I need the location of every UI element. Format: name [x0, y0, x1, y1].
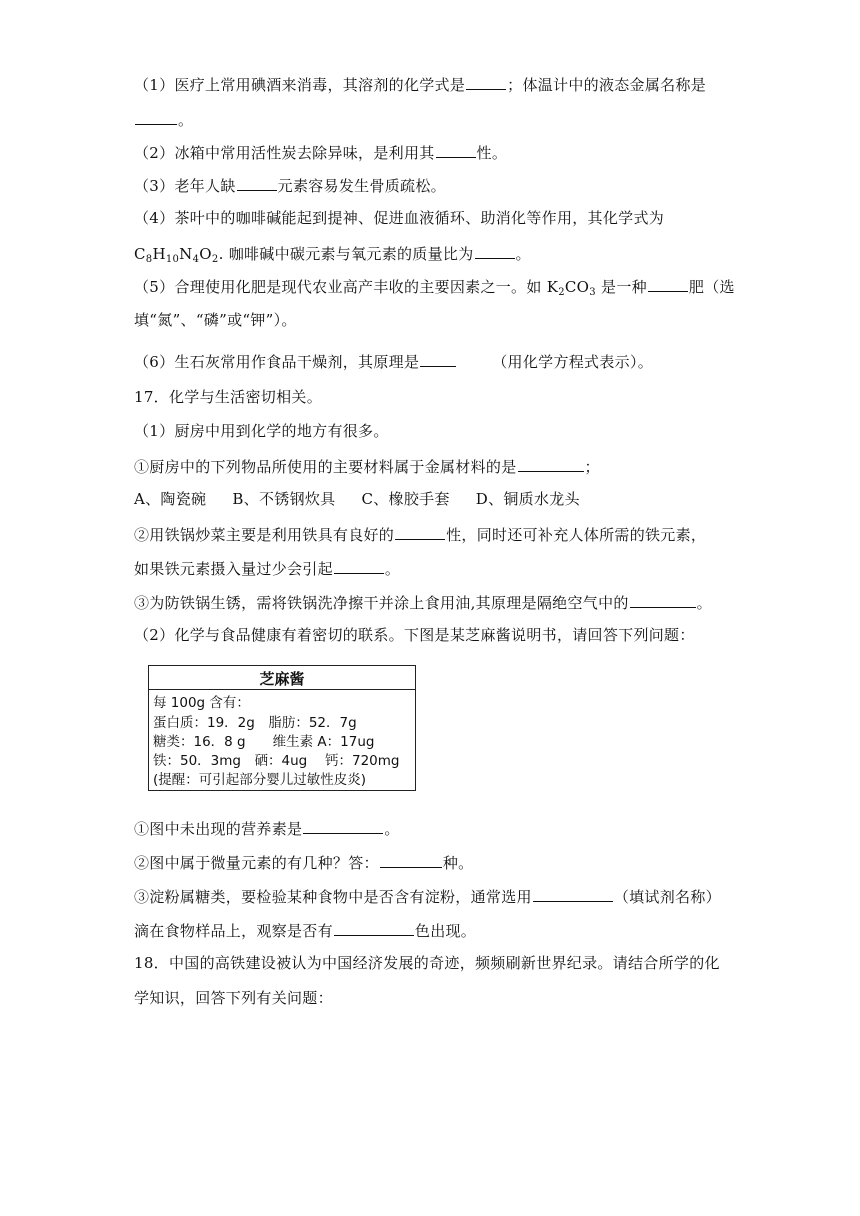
answer-blank[interactable] — [380, 851, 442, 868]
label-divider — [149, 689, 415, 690]
answer-blank[interactable] — [395, 523, 445, 540]
answer-blank[interactable] — [436, 141, 476, 158]
q16-4-end: 。 — [515, 245, 531, 263]
q17-line-12: 滴在食物样品上，观察是否有 色出现。 — [134, 919, 476, 941]
answer-blank[interactable] — [475, 242, 515, 259]
q16-3-end: 元素容易发生骨质疏松。 — [277, 177, 446, 195]
q16-2-end: 性。 — [476, 144, 508, 162]
answer-blank[interactable] — [334, 919, 414, 936]
q17-line-3: ①厨房中的下列物品所使用的主要材料属于金属材料的是 ； — [134, 455, 600, 477]
sesame-paste-label — [148, 665, 416, 791]
answer-blank[interactable] — [533, 885, 613, 902]
q17-1-2-text: ②用铁锅炒菜主要是利用铁具有良好的 — [134, 526, 395, 544]
q16-4-text: （4）茶叶中的咖啡碱能起到提神、促进血液循环、助消化等作用，其化学式为 — [134, 209, 665, 227]
answer-blank[interactable] — [420, 350, 456, 367]
q16-line-4 — [134, 174, 446, 196]
q17-2-3-text: ③淀粉属糖类，要检验某种食物中是否含有淀粉，通常选用 — [134, 888, 532, 906]
answer-blank[interactable] — [648, 275, 688, 292]
q17-line-11: ③淀粉属糖类，要检验某种食物中是否含有淀粉，通常选用 （填试剂名称） — [134, 885, 721, 907]
q16-1-end: 。 — [178, 111, 194, 129]
caffeine-formula: $C_8H_{10}N_4O_2$ — [134, 245, 219, 265]
q16-5-text: （5）合理使用化肥是现代农业高产丰收的主要因素之一。如 — [134, 278, 547, 296]
label-row-protein-fat: 蛋白质：19．2g 脂肪：52．7g — [153, 715, 357, 731]
q16-5-text-c: 肥（选 — [688, 278, 735, 296]
q16-line-2 — [134, 108, 193, 130]
answer-blank[interactable] — [630, 591, 696, 608]
q17-line-6: 如果铁元素摄入量过少会引起 。 — [134, 557, 400, 579]
q17-line-5: ②用铁锅炒菜主要是利用铁具有良好的 性，同时还可补充人体所需的铁元素， — [134, 523, 706, 545]
answer-blank[interactable] — [237, 174, 277, 191]
q16-line-3 — [134, 141, 507, 163]
q16-line-6 — [134, 242, 531, 264]
q16-4-text-b: . 咖啡碱中碳元素与氧元素的质量比为 — [218, 245, 474, 263]
q17-part-2-intro: （2）化学与食品健康有着密切的联系。下图是某芝麻酱说明书，请回答下列问题： — [134, 626, 695, 644]
potassium-carbonate-formula: $K_2CO_3$ — [546, 278, 596, 298]
answer-blank[interactable] — [303, 817, 383, 834]
q17-part-1-intro: （1）厨房中用到化学的地方有很多。 — [134, 422, 389, 440]
label-row-minerals: 铁：50．3mg 硒：4ug 钙：720mg — [153, 753, 400, 769]
q16-3-text: （3）老年人缺 — [134, 177, 236, 195]
q17-options — [134, 489, 606, 509]
q17-header: 17．化学与生活密切相关。 — [134, 388, 322, 406]
answer-blank[interactable] — [466, 73, 506, 90]
option-d[interactable]: D、铜质水龙头 — [475, 490, 580, 508]
option-c[interactable]: C、橡胶手套 — [361, 490, 450, 508]
q17-2-1-text: ①图中未出现的营养素是 — [134, 820, 303, 838]
q16-line-1 — [134, 73, 706, 95]
q16-6-end: （用化学方程式表示）。 — [492, 353, 654, 371]
q17-1-1-text: ①厨房中的下列物品所使用的主要材料属于金属材料的是 — [134, 458, 517, 476]
q17-line-10: ②图中属于微量元素的有几种？答： 种。 — [134, 851, 473, 873]
q16-1-text-b: ；体温计中的液态金属名称是 — [507, 76, 707, 94]
answer-blank[interactable] — [334, 557, 384, 574]
label-row-per-100g: 每 100g 含有： — [153, 695, 250, 711]
q16-5-text-b: 是一种 — [595, 278, 647, 296]
q18-header: 18．中国的高铁建设被认为中国经济发展的奇迹，频频刷新世界纪录。请结合所学的化 — [134, 954, 720, 972]
q16-line-5 — [134, 208, 664, 228]
q17-2-2-text: ②图中属于微量元素的有几种？答： — [134, 854, 379, 872]
answer-blank[interactable] — [135, 108, 177, 125]
q16-1-text: （1）医疗上常用碘酒来消毒，其溶剂的化学式是 — [134, 76, 466, 94]
q17-1-3-text: ③为防铁锅生锈，需将铁锅洗净擦干并涂上食用油,其原理是隔绝空气中的 — [134, 594, 629, 612]
label-row-warning: (提醒：可引起部分婴儿过敏性皮炎) — [153, 772, 367, 788]
q17-line-9: ①图中未出现的营养素是 。 — [134, 817, 400, 839]
option-b[interactable]: B、不锈钢炊具 — [232, 490, 336, 508]
label-title: 芝麻酱 — [259, 670, 305, 688]
q16-line-9 — [134, 350, 653, 372]
answer-blank[interactable] — [518, 455, 584, 472]
q16-2-text: （2）冰箱中常用活性炭去除异味，是利用其 — [134, 144, 435, 162]
q17-line-7: ③为防铁锅生锈，需将铁锅洗净擦干并涂上食用油,其原理是隔绝空气中的 。 — [134, 591, 712, 613]
option-a[interactable]: A、陶瓷碗 — [134, 490, 207, 508]
label-row-sugar-vitamin: 糖类：16．8 g 维生素 A：17ug — [153, 734, 375, 750]
q16-5-end: 填“氮”、“磷”或“钾”）。 — [134, 311, 297, 329]
q16-line-8 — [134, 310, 297, 330]
q16-line-7 — [134, 275, 735, 297]
q18-line-2: 学知识，回答下列有关问题： — [134, 989, 333, 1007]
q16-6-text: （6）生石灰常用作食品干燥剂，其原理是 — [134, 353, 420, 371]
